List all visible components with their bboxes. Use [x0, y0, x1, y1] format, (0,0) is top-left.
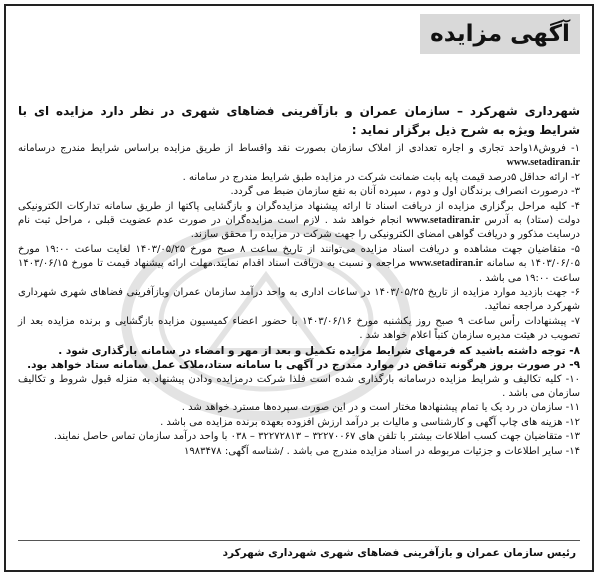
item-text: ۴- کلیه مراحل برگزاری مزایده از دریافت اسناد تا ارائه پیشنهاد مزایده‌گران و بازگشایی پاکتها از طریق سامانه تدارکات الکترونیکی دولت (ستاد) به آدرس: [18, 200, 580, 227]
item-text: ۱- فروش۱۸واحد تجاری و اجاره تعدادی از املاک سازمان بصورت نقد واقساط از طریق مزایده براساس شرایط مندرج درسامانه: [18, 143, 580, 154]
notice-item: [18, 185, 580, 199]
notice-item: [18, 430, 580, 444]
website-link[interactable]: www.setadiran.ir: [409, 258, 483, 270]
item-text: ۱۲- هزینه های چاپ آگهی و کارشناسی و مالیات بر درآمد ارزش افزوده بعهده برنده مزایده می باشد .: [160, 416, 580, 428]
website-link[interactable]: www.setadiran.ir: [506, 157, 580, 169]
website-link[interactable]: www.setadiran.ir: [406, 215, 480, 227]
notice-item: [18, 200, 580, 243]
item-text: ۹- در صورت بروز هرگونه تناقض در موارد مندرج در آگهی با سامانه ستاد،ملاک عمل سامانه ستاد خواهد بود.: [27, 359, 580, 372]
notice-signature: رئیس سازمان عمران و بازآفرینی فضاهای شهری شهرداری شهرکرد: [222, 547, 576, 559]
notice-frame: [4, 4, 594, 572]
notice-item: [18, 445, 580, 459]
notice-title-box: [420, 14, 580, 54]
notice-items: [18, 142, 580, 459]
item-text-continued: مراجعه و نسبت به دریافت اسناد اقدام نمایند.مهلت ارائه پیشنهاد قیمت تا مورخ ۱۴۰۳/۰۶/۱۵ ساعت ۱۹:۰۰ می باشد .: [18, 258, 580, 284]
notice-item: [18, 142, 580, 171]
item-text: ۳- درصورت انصراف برندگان اول و دوم ، سپرده آنان به نفع سازمان ضبط می گردد.: [230, 186, 580, 198]
item-text: ۸- توجه داشته باشید که فرمهای شرایط مزایده تکمیل و بعد از مهر و امضاء در سامانه بارگذاری شود .: [58, 344, 580, 357]
notice-item: [18, 401, 580, 415]
footer-divider: [18, 540, 580, 541]
notice-item: [18, 344, 580, 358]
item-text-continued: انجام خواهد شد . لازم است مزایده‌گران در صورت عدم عضویت قبلی ، مراحل ثبت نام درسایت مذکور و دریافت گواهی امضای الکترونیکی را جهت شرکت در مزایده را محقق سازند.: [18, 215, 580, 241]
item-text: ۱۱- سازمان در رد یک یا تمام پیشنهادها مختار است و در این صورت سپرده‌ها مسترد خواهد شد .: [181, 402, 580, 414]
notice-item: [18, 243, 580, 286]
item-text: ۱۳- متقاضیان جهت کسب اطلاعات بیشتر با تلفن های ۳۲۲۷۰۰۶۷ – ۳۲۲۷۲۸۱۳ – ۰۳۸ با واحد درآمد سازمان تماس حاصل نمایند.: [53, 431, 580, 443]
item-text: ۱۴- سایر اطلاعات و جزئیات مربوطه در اسناد مزایده مندرج می باشد . /شناسه آگهی: ۱۹۸۳۴۷۸: [184, 445, 580, 457]
item-text: ۱۰- کلیه تکالیف و شرایط مزایده درسامانه بارگذاری شده است فلذا شرکت درمزایده ودادن پیشنهاد به منزله قبول شروط و تکالیف سازمان می باشد .: [18, 373, 580, 399]
item-text: ۷- پیشنهادات رأس ساعت ۹ صبح روز یکشنبه مورخ ۱۴۰۳/۰۶/۱۶ با حضور اعضاء کمیسیون مزایده بازگشایی و برنده مزایده بعد از تصویب در هیئت مدیره سازمان کتباً اعلام خواهد شد .: [18, 315, 581, 342]
notice-item: [18, 373, 580, 402]
item-text: ۲- ارائه حداقل ۵درصد قیمت پایه بابت ضمانت شرکت در مزایده طبق شرایط مندرج در سامانه .: [182, 171, 580, 183]
notice-item: [18, 171, 580, 185]
notice-title: آگهی مزایده: [430, 21, 570, 47]
notice-item: [18, 416, 580, 430]
item-text: ۵- متقاضیان جهت مشاهده و دریافت اسناد مزایده می‌توانند از تاریخ ساعت ۸ صبح مورخ ۱۴۰۳/۰۵/۲۵ لغایت ساعت ۱۹:۰۰ مورخ ۱۴۰۳/۰۶/۰۵ به سامانه: [18, 243, 580, 270]
notice-item: [18, 286, 580, 315]
notice-item: [18, 358, 580, 372]
notice-intro: شهرداری شهرکرد – سازمان عمران و بازآفرینی فضاهای شهری در نظر دارد مزایده ای با شرایط ویژه به شرح ذیل برگزار نماید :: [18, 104, 580, 137]
item-text: ۶- جهت بازدید موارد مزایده از تاریخ ۱۴۰۳/۰۵/۲۵ در ساعات اداری به واحد درآمد سازمان عمران وبازآفرینی فضاهای شهری شهرداری شهرکرد مراجعه نمائید.: [18, 287, 580, 313]
notice-item: [18, 315, 580, 344]
